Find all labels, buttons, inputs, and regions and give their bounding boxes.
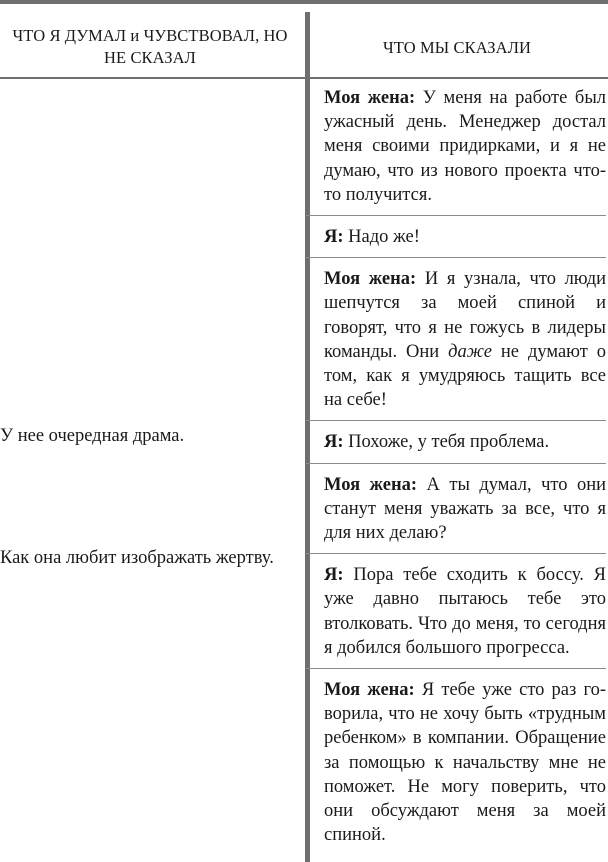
speaker-label: Я: bbox=[324, 227, 344, 248]
row-divider bbox=[306, 257, 606, 258]
row-divider bbox=[306, 553, 606, 554]
row-divider bbox=[306, 215, 606, 216]
dialogue-text: У меня на работе был ужасный день. Менеджер достал меня своими придирками, и я не думаю, что из нового проекта что-то получится. bbox=[324, 88, 607, 205]
header-thought-column: ЧТО Я ДУМАЛ и ЧУВСТВОВАЛ, НО НЕ СКАЗАЛ bbox=[12, 26, 288, 67]
speaker-label: Я: bbox=[324, 432, 344, 453]
dialogue-text: Похоже, у тебя проблема. bbox=[348, 432, 550, 453]
dialogue-text: Я тебе уже сто раз говорила, что не хочу быть «трудным ребенком» в компании. Обращение за помощью к начальству мне не поможет. Не могу поверить, что они обсуждают меня за моей спиной. bbox=[324, 680, 607, 846]
dialogue-text: Пора тебе сходить к боссу. Я уже давно пытаюсь тебе это втолковать. Что до меня, то сегодня я добился большого прогресса. bbox=[324, 565, 607, 658]
row-divider bbox=[306, 463, 606, 464]
speaker-label: Моя жена: bbox=[324, 269, 417, 290]
column-divider bbox=[305, 12, 310, 862]
speaker-label: Моя жена: bbox=[324, 680, 415, 701]
thought-1: У нее очередная драма. bbox=[0, 426, 185, 446]
row-divider bbox=[306, 420, 606, 421]
dialogue-entry-5 bbox=[324, 473, 606, 546]
dialogue-text: И я узнала, что люди шепчутся за моей спиной и говорят, что я не гожусь в лидеры команды. Они bbox=[324, 269, 607, 362]
dialogue-entry-7 bbox=[324, 678, 606, 847]
top-rule bbox=[0, 0, 608, 4]
dialogue-text: не думают о том, как я умудряюсь тащить все на себе! bbox=[324, 341, 606, 411]
dialogue-entry-1 bbox=[324, 86, 606, 207]
dialogue-emphasis: даже bbox=[448, 341, 492, 362]
dialogue-entry-2 bbox=[324, 225, 606, 249]
dialogue-column bbox=[324, 86, 606, 847]
dialogue-entry-6 bbox=[324, 563, 606, 660]
speaker-label: Моя жена: bbox=[324, 474, 418, 495]
dialogue-entry-4 bbox=[324, 430, 606, 454]
header-said-column: ЧТО МЫ СКАЗАЛИ bbox=[382, 38, 531, 57]
speaker-label: Моя жена: bbox=[324, 88, 416, 108]
dialogue-text: А ты думал, что они станут меня уважать за все, что я для них делаю? bbox=[324, 474, 607, 544]
header-rule bbox=[0, 77, 608, 79]
row-divider bbox=[306, 668, 606, 669]
dialogue-entry-3 bbox=[324, 267, 606, 412]
dialogue-text: Надо же! bbox=[348, 227, 420, 248]
thought-2: Как она любит изображать жертву. bbox=[0, 548, 274, 568]
speaker-label: Я: bbox=[324, 565, 344, 586]
